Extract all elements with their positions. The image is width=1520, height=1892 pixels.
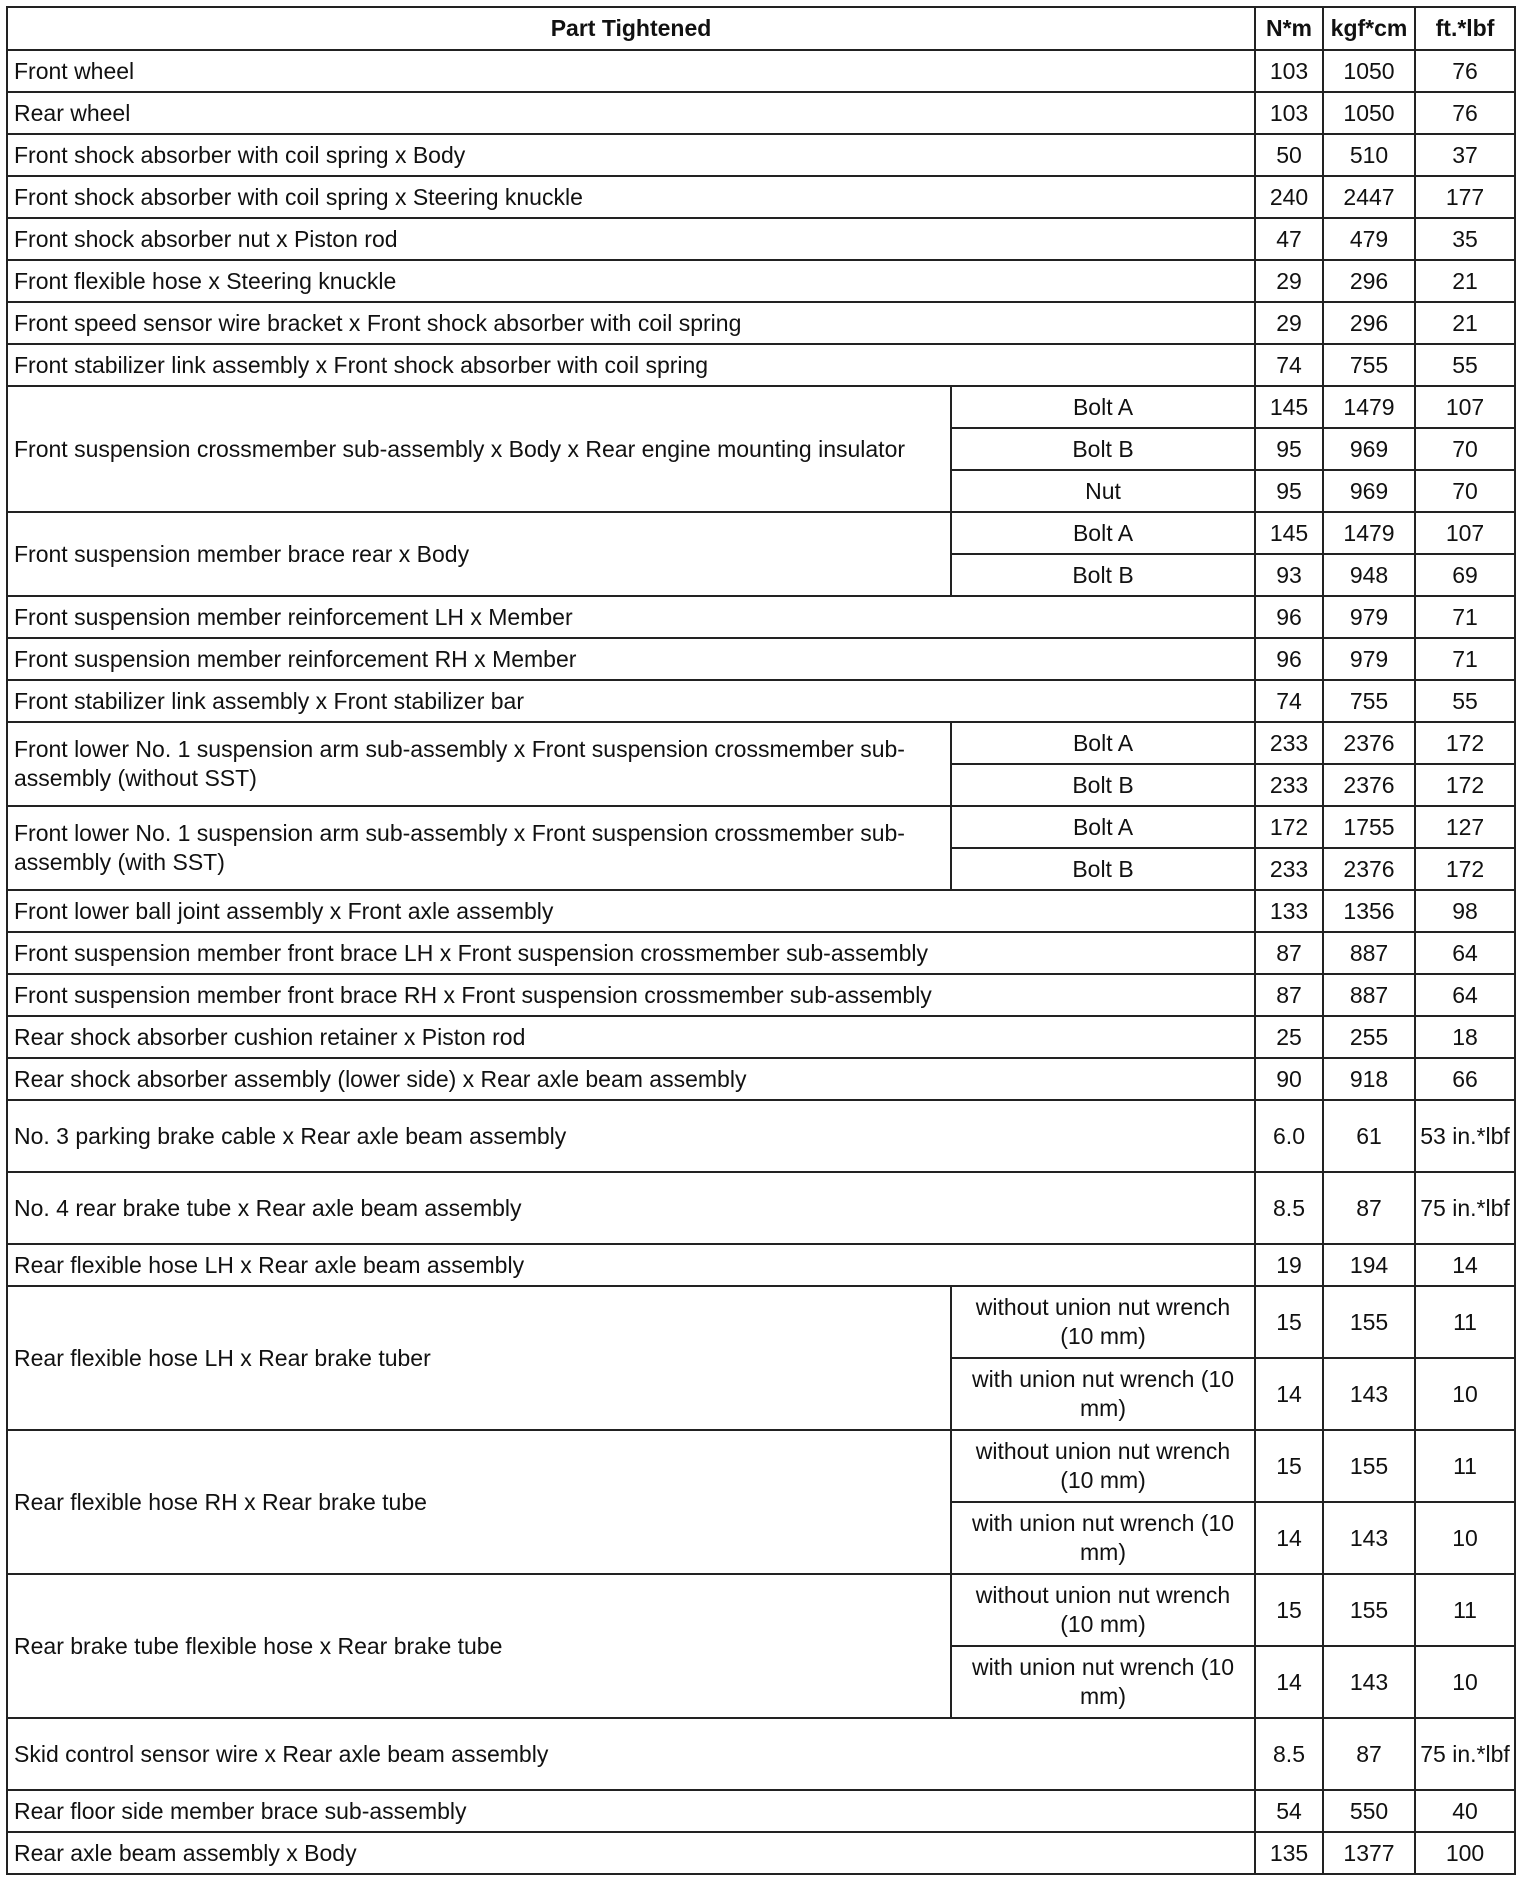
part-name-cell: Skid control sensor wire x Rear axle beam assembly	[7, 1718, 1255, 1790]
table-row	[7, 722, 1515, 764]
torque-ftlbf-cell: 71	[1415, 638, 1515, 680]
torque-table-container	[6, 6, 1516, 1875]
condition-cell: Bolt A	[951, 806, 1255, 848]
torque-kgfcm-cell: 755	[1323, 680, 1415, 722]
part-name-cell: Rear shock absorber assembly (lower side) x Rear axle beam assembly	[7, 1058, 1255, 1100]
torque-nm-cell: 14	[1255, 1502, 1323, 1574]
part-name-cell: Front shock absorber with coil spring x Body	[7, 134, 1255, 176]
torque-nm-cell: 133	[1255, 890, 1323, 932]
torque-ftlbf-cell: 107	[1415, 512, 1515, 554]
part-name-cell: Rear flexible hose LH x Rear brake tuber	[7, 1286, 951, 1430]
torque-nm-cell: 15	[1255, 1574, 1323, 1646]
torque-ftlbf-cell: 40	[1415, 1790, 1515, 1832]
condition-cell: without union nut wrench (10 mm)	[951, 1430, 1255, 1502]
table-row	[7, 1244, 1515, 1286]
torque-nm-cell: 103	[1255, 92, 1323, 134]
torque-kgfcm-cell: 979	[1323, 638, 1415, 680]
table-row	[7, 1058, 1515, 1100]
torque-ftlbf-cell: 127	[1415, 806, 1515, 848]
part-name-cell: Front shock absorber with coil spring x Steering knuckle	[7, 176, 1255, 218]
torque-nm-cell: 95	[1255, 428, 1323, 470]
table-row	[7, 680, 1515, 722]
part-name-cell: Front stabilizer link assembly x Front stabilizer bar	[7, 680, 1255, 722]
condition-cell: with union nut wrench (10 mm)	[951, 1502, 1255, 1574]
table-row	[7, 890, 1515, 932]
torque-ftlbf-cell: 98	[1415, 890, 1515, 932]
part-name-cell: Front stabilizer link assembly x Front shock absorber with coil spring	[7, 344, 1255, 386]
torque-ftlbf-cell: 55	[1415, 344, 1515, 386]
table-row	[7, 260, 1515, 302]
table-row	[7, 638, 1515, 680]
torque-ftlbf-cell: 66	[1415, 1058, 1515, 1100]
torque-ftlbf-cell: 37	[1415, 134, 1515, 176]
header-ftlbf: ft.*lbf	[1415, 7, 1515, 50]
table-row	[7, 512, 1515, 554]
part-name-cell: Front suspension crossmember sub-assembly x Body x Rear engine mounting insulator	[7, 386, 951, 512]
torque-ftlbf-cell: 14	[1415, 1244, 1515, 1286]
torque-nm-cell: 6.0	[1255, 1100, 1323, 1172]
torque-nm-cell: 8.5	[1255, 1718, 1323, 1790]
torque-kgfcm-cell: 969	[1323, 428, 1415, 470]
torque-nm-cell: 14	[1255, 1358, 1323, 1430]
torque-nm-cell: 233	[1255, 848, 1323, 890]
condition-cell: with union nut wrench (10 mm)	[951, 1358, 1255, 1430]
torque-kgfcm-cell: 918	[1323, 1058, 1415, 1100]
torque-nm-cell: 145	[1255, 386, 1323, 428]
condition-cell: with union nut wrench (10 mm)	[951, 1646, 1255, 1718]
torque-kgfcm-cell: 2447	[1323, 176, 1415, 218]
part-name-cell: Front suspension member reinforcement RH x Member	[7, 638, 1255, 680]
torque-kgfcm-cell: 510	[1323, 134, 1415, 176]
torque-ftlbf-cell: 64	[1415, 932, 1515, 974]
torque-kgfcm-cell: 1755	[1323, 806, 1415, 848]
part-name-cell: Rear floor side member brace sub-assembly	[7, 1790, 1255, 1832]
torque-nm-cell: 14	[1255, 1646, 1323, 1718]
torque-ftlbf-cell: 11	[1415, 1574, 1515, 1646]
torque-kgfcm-cell: 969	[1323, 470, 1415, 512]
part-name-cell: Rear shock absorber cushion retainer x Piston rod	[7, 1016, 1255, 1058]
table-row	[7, 1172, 1515, 1244]
torque-nm-cell: 90	[1255, 1058, 1323, 1100]
table-row	[7, 302, 1515, 344]
condition-cell: Bolt B	[951, 554, 1255, 596]
torque-ftlbf-cell: 69	[1415, 554, 1515, 596]
condition-cell: Bolt B	[951, 764, 1255, 806]
torque-nm-cell: 29	[1255, 302, 1323, 344]
torque-ftlbf-cell: 70	[1415, 470, 1515, 512]
condition-cell: Bolt A	[951, 386, 1255, 428]
torque-nm-cell: 103	[1255, 50, 1323, 92]
torque-nm-cell: 240	[1255, 176, 1323, 218]
table-row	[7, 596, 1515, 638]
torque-specification-table	[6, 6, 1516, 1875]
torque-ftlbf-cell: 172	[1415, 722, 1515, 764]
torque-ftlbf-cell: 177	[1415, 176, 1515, 218]
torque-kgfcm-cell: 2376	[1323, 722, 1415, 764]
table-row	[7, 218, 1515, 260]
part-name-cell: Rear brake tube flexible hose x Rear brake tube	[7, 1574, 951, 1718]
torque-nm-cell: 145	[1255, 512, 1323, 554]
part-name-cell: Front suspension member front brace RH x Front suspension crossmember sub-assembly	[7, 974, 1255, 1016]
table-row	[7, 50, 1515, 92]
part-name-cell: Front suspension member front brace LH x Front suspension crossmember sub-assembly	[7, 932, 1255, 974]
part-name-cell: No. 3 parking brake cable x Rear axle beam assembly	[7, 1100, 1255, 1172]
part-name-cell: Front lower No. 1 suspension arm sub-assembly x Front suspension crossmember sub-assembly (with SST)	[7, 806, 951, 890]
torque-nm-cell: 87	[1255, 932, 1323, 974]
torque-kgfcm-cell: 887	[1323, 974, 1415, 1016]
torque-ftlbf-cell: 11	[1415, 1430, 1515, 1502]
torque-ftlbf-cell: 10	[1415, 1646, 1515, 1718]
torque-kgfcm-cell: 155	[1323, 1430, 1415, 1502]
torque-nm-cell: 54	[1255, 1790, 1323, 1832]
table-row	[7, 1718, 1515, 1790]
table-row	[7, 1286, 1515, 1358]
torque-ftlbf-cell: 75 in.*lbf	[1415, 1718, 1515, 1790]
torque-ftlbf-cell: 11	[1415, 1286, 1515, 1358]
torque-nm-cell: 93	[1255, 554, 1323, 596]
torque-kgfcm-cell: 1479	[1323, 386, 1415, 428]
torque-nm-cell: 87	[1255, 974, 1323, 1016]
torque-ftlbf-cell: 21	[1415, 302, 1515, 344]
condition-cell: without union nut wrench (10 mm)	[951, 1286, 1255, 1358]
part-name-cell: No. 4 rear brake tube x Rear axle beam assembly	[7, 1172, 1255, 1244]
torque-nm-cell: 172	[1255, 806, 1323, 848]
torque-nm-cell: 96	[1255, 638, 1323, 680]
torque-ftlbf-cell: 21	[1415, 260, 1515, 302]
torque-kgfcm-cell: 887	[1323, 932, 1415, 974]
torque-ftlbf-cell: 70	[1415, 428, 1515, 470]
table-row	[7, 1100, 1515, 1172]
table-row	[7, 806, 1515, 848]
torque-kgfcm-cell: 550	[1323, 1790, 1415, 1832]
torque-kgfcm-cell: 143	[1323, 1502, 1415, 1574]
torque-kgfcm-cell: 87	[1323, 1172, 1415, 1244]
torque-ftlbf-cell: 18	[1415, 1016, 1515, 1058]
part-name-cell: Rear flexible hose LH x Rear axle beam assembly	[7, 1244, 1255, 1286]
torque-nm-cell: 25	[1255, 1016, 1323, 1058]
table-row	[7, 92, 1515, 134]
torque-ftlbf-cell: 71	[1415, 596, 1515, 638]
torque-ftlbf-cell: 172	[1415, 848, 1515, 890]
torque-nm-cell: 96	[1255, 596, 1323, 638]
table-row	[7, 1574, 1515, 1646]
torque-kgfcm-cell: 143	[1323, 1646, 1415, 1718]
table-row	[7, 1790, 1515, 1832]
table-body	[7, 50, 1515, 1874]
torque-kgfcm-cell: 1356	[1323, 890, 1415, 932]
condition-cell: Nut	[951, 470, 1255, 512]
torque-kgfcm-cell: 143	[1323, 1358, 1415, 1430]
torque-kgfcm-cell: 255	[1323, 1016, 1415, 1058]
condition-cell: Bolt A	[951, 722, 1255, 764]
condition-cell: Bolt B	[951, 428, 1255, 470]
torque-kgfcm-cell: 1479	[1323, 512, 1415, 554]
condition-cell: without union nut wrench (10 mm)	[951, 1574, 1255, 1646]
torque-ftlbf-cell: 55	[1415, 680, 1515, 722]
torque-ftlbf-cell: 75 in.*lbf	[1415, 1172, 1515, 1244]
torque-kgfcm-cell: 1050	[1323, 50, 1415, 92]
torque-kgfcm-cell: 155	[1323, 1574, 1415, 1646]
condition-cell: Bolt A	[951, 512, 1255, 554]
table-row	[7, 1832, 1515, 1874]
torque-nm-cell: 8.5	[1255, 1172, 1323, 1244]
torque-ftlbf-cell: 172	[1415, 764, 1515, 806]
table-row	[7, 932, 1515, 974]
torque-nm-cell: 50	[1255, 134, 1323, 176]
table-header-row	[7, 7, 1515, 50]
torque-kgfcm-cell: 296	[1323, 302, 1415, 344]
table-row	[7, 134, 1515, 176]
condition-cell: Bolt B	[951, 848, 1255, 890]
torque-ftlbf-cell: 35	[1415, 218, 1515, 260]
torque-kgfcm-cell: 155	[1323, 1286, 1415, 1358]
torque-kgfcm-cell: 755	[1323, 344, 1415, 386]
torque-nm-cell: 95	[1255, 470, 1323, 512]
torque-nm-cell: 74	[1255, 344, 1323, 386]
torque-kgfcm-cell: 296	[1323, 260, 1415, 302]
torque-nm-cell: 15	[1255, 1430, 1323, 1502]
table-row	[7, 386, 1515, 428]
torque-nm-cell: 19	[1255, 1244, 1323, 1286]
table-row	[7, 344, 1515, 386]
table-row	[7, 974, 1515, 1016]
torque-ftlbf-cell: 10	[1415, 1502, 1515, 1574]
torque-kgfcm-cell: 61	[1323, 1100, 1415, 1172]
torque-ftlbf-cell: 10	[1415, 1358, 1515, 1430]
torque-kgfcm-cell: 1050	[1323, 92, 1415, 134]
torque-nm-cell: 233	[1255, 722, 1323, 764]
torque-kgfcm-cell: 2376	[1323, 848, 1415, 890]
part-name-cell: Front wheel	[7, 50, 1255, 92]
torque-kgfcm-cell: 87	[1323, 1718, 1415, 1790]
table-row	[7, 1430, 1515, 1502]
torque-ftlbf-cell: 107	[1415, 386, 1515, 428]
torque-ftlbf-cell: 76	[1415, 50, 1515, 92]
part-name-cell: Front suspension member brace rear x Body	[7, 512, 951, 596]
torque-nm-cell: 15	[1255, 1286, 1323, 1358]
part-name-cell: Rear wheel	[7, 92, 1255, 134]
torque-kgfcm-cell: 1377	[1323, 1832, 1415, 1874]
torque-ftlbf-cell: 53 in.*lbf	[1415, 1100, 1515, 1172]
torque-ftlbf-cell: 76	[1415, 92, 1515, 134]
torque-nm-cell: 74	[1255, 680, 1323, 722]
torque-kgfcm-cell: 194	[1323, 1244, 1415, 1286]
table-row	[7, 176, 1515, 218]
torque-ftlbf-cell: 64	[1415, 974, 1515, 1016]
torque-kgfcm-cell: 979	[1323, 596, 1415, 638]
part-name-cell: Front suspension member reinforcement LH x Member	[7, 596, 1255, 638]
torque-nm-cell: 47	[1255, 218, 1323, 260]
torque-ftlbf-cell: 100	[1415, 1832, 1515, 1874]
part-name-cell: Front lower ball joint assembly x Front axle assembly	[7, 890, 1255, 932]
table-row	[7, 1016, 1515, 1058]
header-part-tightened: Part Tightened	[7, 7, 1255, 50]
part-name-cell: Front lower No. 1 suspension arm sub-assembly x Front suspension crossmember sub-assembly (without SST)	[7, 722, 951, 806]
part-name-cell: Front flexible hose x Steering knuckle	[7, 260, 1255, 302]
torque-kgfcm-cell: 2376	[1323, 764, 1415, 806]
header-nm: N*m	[1255, 7, 1323, 50]
torque-nm-cell: 135	[1255, 1832, 1323, 1874]
torque-kgfcm-cell: 948	[1323, 554, 1415, 596]
torque-nm-cell: 29	[1255, 260, 1323, 302]
part-name-cell: Rear axle beam assembly x Body	[7, 1832, 1255, 1874]
part-name-cell: Rear flexible hose RH x Rear brake tube	[7, 1430, 951, 1574]
torque-nm-cell: 233	[1255, 764, 1323, 806]
torque-kgfcm-cell: 479	[1323, 218, 1415, 260]
part-name-cell: Front shock absorber nut x Piston rod	[7, 218, 1255, 260]
header-kgfcm: kgf*cm	[1323, 7, 1415, 50]
part-name-cell: Front speed sensor wire bracket x Front shock absorber with coil spring	[7, 302, 1255, 344]
